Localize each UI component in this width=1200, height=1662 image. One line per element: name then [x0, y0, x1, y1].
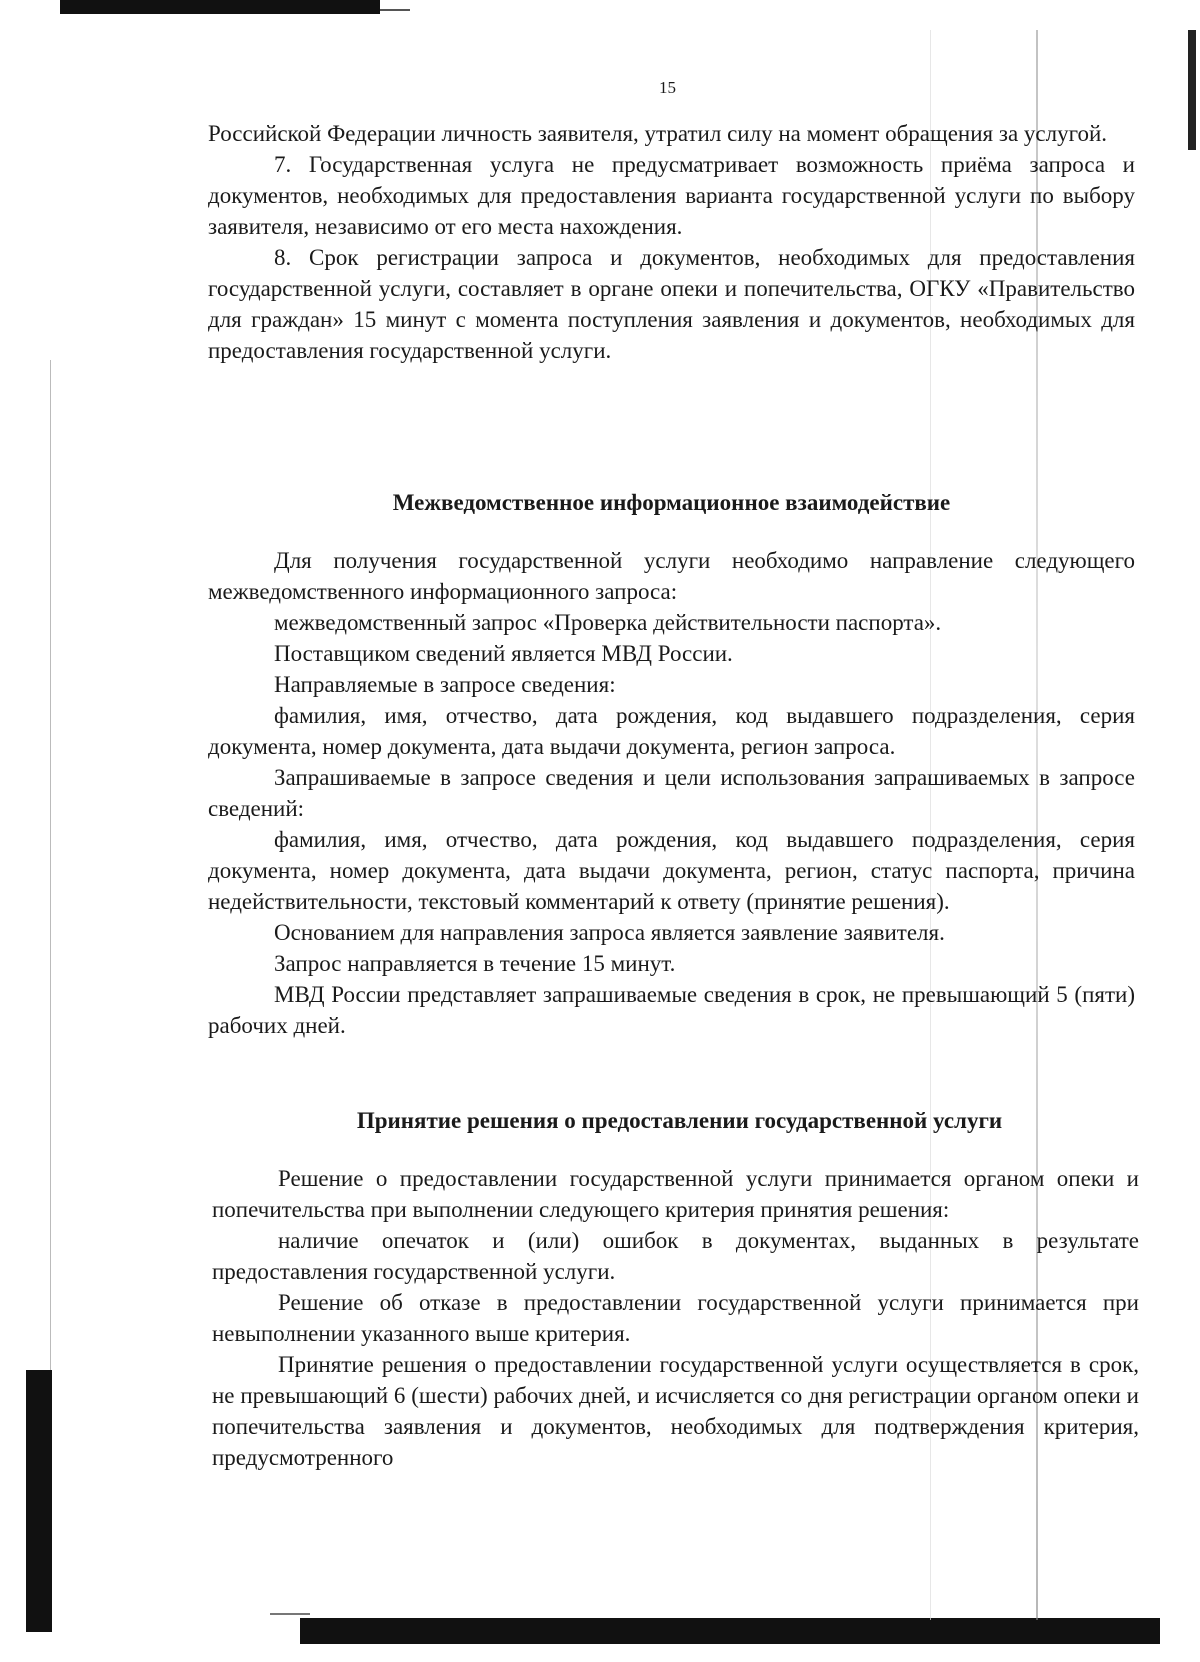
- paragraph: 8. Срок регистрации запроса и документов, необходимых для предоставления государственной услуги, составляет в органе опеки и попечительства, ОГКУ «Правительство для граждан» 15 минут с момента поступления заявления и документов, необходимых для предоставления государственной услуги.: [208, 245, 1135, 363]
- paragraph: Направляемые в запросе сведения:: [274, 672, 616, 697]
- scan-artifact-left-line: [50, 360, 51, 1370]
- section-decision: [212, 1163, 1139, 1473]
- paragraph: фамилия, имя, отчество, дата рождения, код выдавшего подразделения, серия документа, номер документа, дата выдачи документа, регион, статус паспорта, причина недействительности, текстовый комментарий к ответу (принятие решения).: [208, 827, 1135, 914]
- paragraph: Запрос направляется в течение 15 минут.: [274, 951, 676, 976]
- paragraph: Основанием для направления запроса является заявление заявителя.: [274, 920, 945, 945]
- scan-artifact-top-bar: [60, 0, 380, 14]
- paragraph: Решение о предоставлении государственной услуги принимается органом опеки и попечительства при выполнении следующего критерия принятия решения:: [212, 1166, 1139, 1222]
- paragraph: Российской Федерации личность заявителя, утратил силу на момент обращения за услугой.: [208, 121, 1108, 146]
- scan-artifact-left-bar: [26, 1370, 52, 1632]
- scan-artifact-bottom-bar: [300, 1618, 1160, 1644]
- section-intro: [208, 118, 1135, 366]
- page-number: 15: [659, 78, 676, 97]
- paragraph: Для получения государственной услуги необходимо направление следующего межведомственного информационного запроса:: [208, 548, 1135, 604]
- paragraph: наличие опечаток и (или) ошибок в документах, выданных в результате предоставления государственной услуги.: [212, 1228, 1139, 1284]
- paragraph: МВД России представляет запрашиваемые сведения в срок, не превышающий 5 (пяти) рабочих дней.: [208, 982, 1135, 1038]
- paragraph: 7. Государственная услуга не предусматривает возможность приёма запроса и документов, необходимых для предоставления варианта государственной услуги по выбору заявителя, независимо от его места нахождения.: [208, 152, 1135, 239]
- paragraph: межведомственный запрос «Проверка действительности паспорта».: [274, 610, 942, 635]
- paragraph: Решение об отказе в предоставлении государственной услуги принимается при невыполнении указанного выше критерия.: [212, 1290, 1139, 1346]
- paragraph: Запрашиваемые в запросе сведения и цели использования запрашиваемых в запросе сведений:: [208, 765, 1135, 821]
- paragraph: Поставщиком сведений является МВД России.: [274, 641, 733, 666]
- section-heading-decision: Принятие решения о предоставлении государственной услуги: [356, 1108, 1003, 1133]
- paragraph: Принятие решения о предоставлении государственной услуги осуществляется в срок, не превышающий 6 (шести) рабочих дней, и исчисляется со дня регистрации органом опеки и попечительства заявления и документов, необходимых для подтверждения критерия, предусмотренного: [212, 1352, 1139, 1470]
- scan-artifact-top-line: [380, 9, 410, 11]
- section-interagency: [208, 545, 1135, 1041]
- paragraph: фамилия, имя, отчество, дата рождения, код выдавшего подразделения, серия документа, номер документа, дата выдачи документа, регион запроса.: [208, 703, 1135, 759]
- scan-artifact-bottom-line: [270, 1613, 310, 1615]
- section-heading-interagency: Межведомственное информационное взаимодействие: [392, 490, 951, 515]
